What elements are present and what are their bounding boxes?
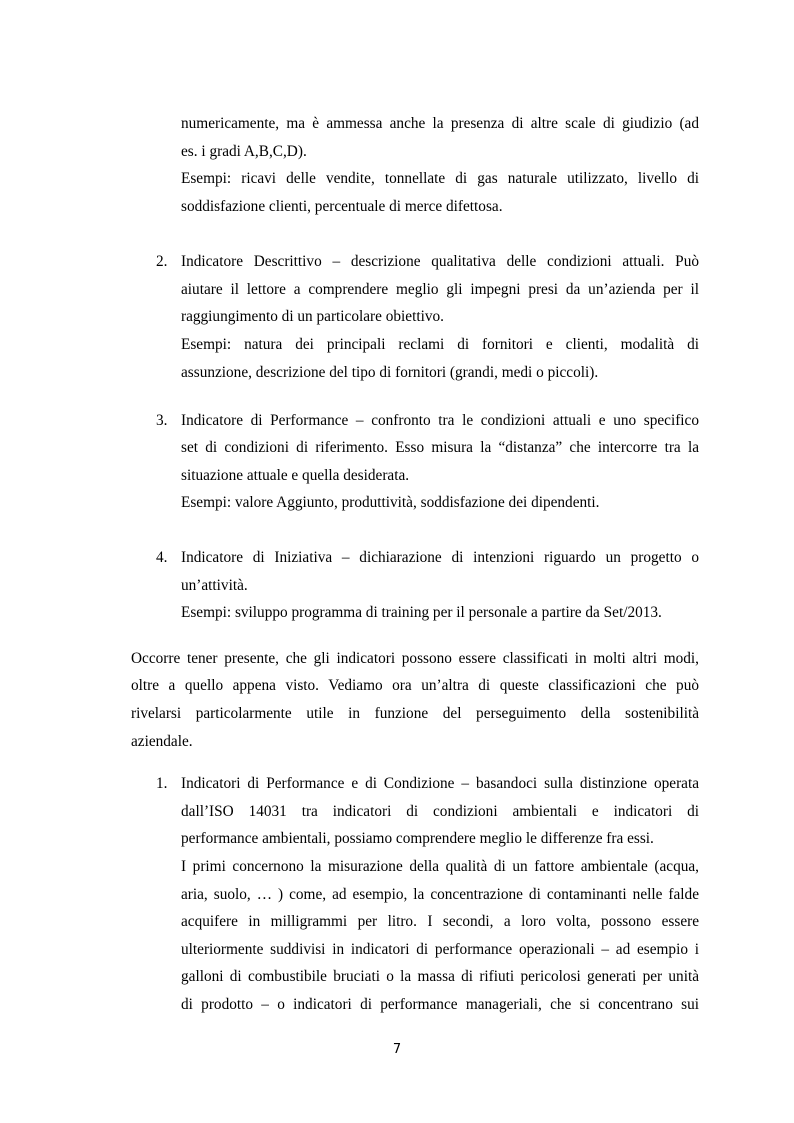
body-line: Indicatori di Performance e di Condizione – basandoci sulla distinzione operata (181, 775, 699, 792)
body-line: rivelarsi particolarmente utile in funzione del perseguimento della sostenibilità (131, 705, 699, 722)
list-number: 1. (156, 775, 168, 792)
body-line: Indicatore Descrittivo – descrizione qualitativa delle condizioni attuali. Può (181, 253, 699, 270)
body-line: dall’ISO 14031 tra indicatori di condizioni ambientali e indicatori di (181, 803, 699, 820)
page-number: 7 (392, 1042, 402, 1057)
body-line: ulteriormente suddivisi in indicatori di performance operazionali – ad esempio i (181, 941, 699, 958)
body-line: aziendale. (131, 733, 193, 750)
body-line: Indicatore di Iniziativa – dichiarazione di intenzioni riguardo un progetto o (181, 549, 699, 566)
body-line: raggiungimento di un particolare obiettivo. (181, 308, 444, 325)
body-line: oltre a quello appena visto. Vediamo ora un’altra di queste classificazioni che può (131, 677, 699, 694)
body-line: Esempi: natura dei principali reclami di fornitori e clienti, modalità di (181, 336, 699, 353)
list-number: 2. (156, 253, 168, 270)
body-line: performance ambientali, possiamo comprendere meglio le differenze fra essi. (181, 830, 654, 847)
body-line: Esempi: sviluppo programma di training per il personale a partire da Set/2013. (181, 604, 662, 621)
list-number: 4. (156, 549, 168, 566)
body-line: aria, suolo, … ) come, ad esempio, la concentrazione di contaminanti nelle falde (181, 886, 699, 903)
body-line: set di condizioni di riferimento. Esso misura la “distanza” che intercorre tra la (181, 439, 699, 456)
body-line: es. i gradi A,B,C,D). (181, 143, 307, 160)
body-line: I primi concernono la misurazione della qualità di un fattore ambientale (acqua, (181, 858, 699, 875)
body-line: Esempi: valore Aggiunto, produttività, soddisfazione dei dipendenti. (181, 494, 600, 511)
body-line: Esempi: ricavi delle vendite, tonnellate di gas naturale utilizzato, livello di (181, 170, 699, 187)
body-line: Indicatore di Performance – confronto tra le condizioni attuali e uno specifico (181, 412, 699, 429)
body-line: aiutare il lettore a comprendere meglio gli impegni presi da un’azienda per il (181, 281, 699, 298)
body-line: assunzione, descrizione del tipo di fornitori (grandi, medi o piccoli). (181, 364, 599, 381)
list-number: 3. (156, 412, 168, 429)
body-line: galloni di combustibile bruciati o la massa di rifiuti pericolosi generati per unità (181, 968, 699, 985)
body-line: numericamente, ma è ammessa anche la presenza di altre scale di giudizio (ad (181, 115, 699, 132)
body-line: acquifere in milligrammi per litro. I secondi, a loro volta, possono essere (181, 913, 699, 930)
body-line: un’attività. (181, 577, 248, 594)
body-line: di prodotto – o indicatori di performance manageriali, che si concentrano sui (181, 996, 699, 1013)
body-line: situazione attuale e quella desiderata. (181, 467, 410, 484)
body-line: Occorre tener presente, che gli indicatori possono essere classificati in molti altri modi, (131, 650, 699, 667)
body-line: soddisfazione clienti, percentuale di merce difettosa. (181, 198, 503, 215)
